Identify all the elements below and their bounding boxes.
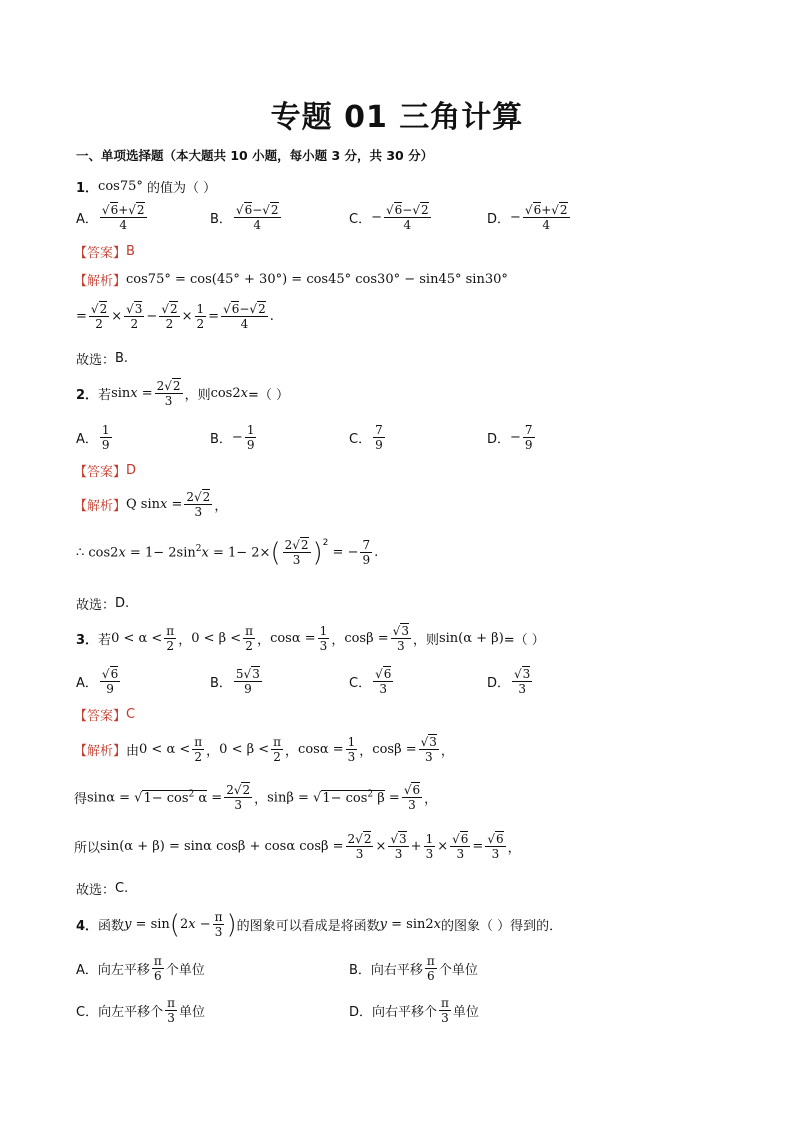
question-2-option-d[interactable]: D． − $\frac{7}{9}$ <box>487 423 533 452</box>
question-3-choose: 故选： C. <box>76 881 129 898</box>
question-2-analysis-step: ∴ $\cos 2x = 1- 2\sin^2x = 1- 2\times$ ( $\frac{2√2}{3}$ ) $^2$ = − $\frac{7}{9}$ . <box>76 537 379 568</box>
question-2-option-b[interactable]: B． − $\frac{1}{9}$ <box>210 423 255 452</box>
question-number: 3． <box>76 633 99 648</box>
question-3-option-a[interactable]: A． $\frac{√6}{9}$ <box>76 667 119 696</box>
question-4-option-d[interactable]: D．向右平移个 $\frac{\pi}{3}$ 单位 <box>349 996 479 1025</box>
question-1-option-c[interactable]: C． − $\frac{√6-√2}{4}$ <box>349 203 429 232</box>
question-4-option-c[interactable]: C．向左平移个 $\frac{\pi}{3}$ 单位 <box>76 996 205 1025</box>
page-title: 专题 01 三角计算 <box>270 100 524 135</box>
question-4-stem: 4． 函数 y = sin ( 2x − $\frac{\pi}{3}$ ) 的图象可以看成是将函数 y = sin2x 的图象（ ）得到的． <box>76 909 563 940</box>
section-heading: 一、单项选择题（本大题共 10 小题，每小题 3 分，共 30 分） <box>76 148 434 163</box>
question-1-answer: 【答案】 B <box>74 244 135 261</box>
question-3-answer: 【答案】 C <box>74 707 136 724</box>
question-1-choose: 故选： B. <box>76 351 129 368</box>
question-1-analysis-step: = $\frac{√2}{2}$ × $\frac{√3}{2}$ − $\frac{√2}{2}$ × $\frac{1}{2}$ = $\frac{√6-√2}{4}$ . <box>76 302 274 331</box>
question-4-option-b[interactable]: B．向右平移 $\frac{\pi}{6}$ 个单位 <box>349 954 478 983</box>
question-4-option-a[interactable]: A．向左平移 $\frac{\pi}{6}$ 个单位 <box>76 954 205 983</box>
question-3-analysis: 【解析】 由 0 < α < $\frac{\pi}{2}$ ， 0 < β < $\frac{\pi}{2}$ ， cosα = $\frac{1}{3}$ ， cosβ = $\frac{√3}{3}$ ， <box>74 735 454 764</box>
stem-text: 的值为（ ） <box>147 181 217 196</box>
question-3-option-d[interactable]: D． $\frac{√3}{3}$ <box>487 667 531 696</box>
question-1-stem <box>76 177 216 196</box>
question-2-analysis: 【解析】 Q sinx = $\frac{2√2}{3}$ ， <box>74 490 228 519</box>
question-2-option-a[interactable]: A． $\frac{1}{9}$ <box>76 423 110 452</box>
question-1-option-d[interactable]: D． − $\frac{√6+√2}{4}$ <box>487 203 568 232</box>
question-2-answer: 【答案】 D <box>74 463 137 480</box>
question-2-stem: 2． 若 sinx = $\frac{2√2}{3}$ ，则 cos2x =（ ） <box>76 379 290 408</box>
math-expression: cos75° <box>98 179 147 194</box>
question-3-option-b[interactable]: B． $\frac{5√3}{9}$ <box>210 667 260 696</box>
question-3-analysis-step-1: 得 $\sin\alpha = √1- \cos^2 \alpha$ = $\frac{2√2}{3}$ ， $\sin\beta = √1- \cos^2 \beta$ = $\frac{√6}{3}$ ， <box>74 783 438 812</box>
question-number: 1． <box>76 181 99 196</box>
question-1-option-a[interactable]: A． $\frac{√6+√2}{4}$ <box>76 203 145 232</box>
question-2-choose: 故选： D. <box>76 596 130 613</box>
question-3-analysis-step-2: 所以 sin(α + β) = sinα cosβ + cosα cosβ = $\frac{2√2}{3}$ × $\frac{√3}{3}$ + $\frac{1}{3}$ × $\frac{√6}{3}$ = $\frac{√6}{3}$ ， <box>74 832 521 861</box>
question-1-analysis: 【解析】 cos75° = cos(45° + 30°) = cos45° cos30° − sin45° sin30° <box>74 272 508 289</box>
question-1-option-b[interactable]: B． $\frac{√6-√2}{4}$ <box>210 203 279 232</box>
question-3-stem: 3． 若 0 < α < $\frac{\pi}{2}$ ， 0 < β < $\frac{\pi}{2}$ ， cosα = $\frac{1}{3}$ ， cosβ = $\frac{√3}{3}$ ，则 sin(α + β) =（ ） <box>76 624 545 653</box>
question-number: 2． <box>76 388 99 403</box>
question-number: 4． <box>76 919 99 934</box>
question-2-option-c[interactable]: C． $\frac{7}{9}$ <box>349 423 383 452</box>
question-3-option-c[interactable]: C． $\frac{√6}{3}$ <box>349 667 392 696</box>
